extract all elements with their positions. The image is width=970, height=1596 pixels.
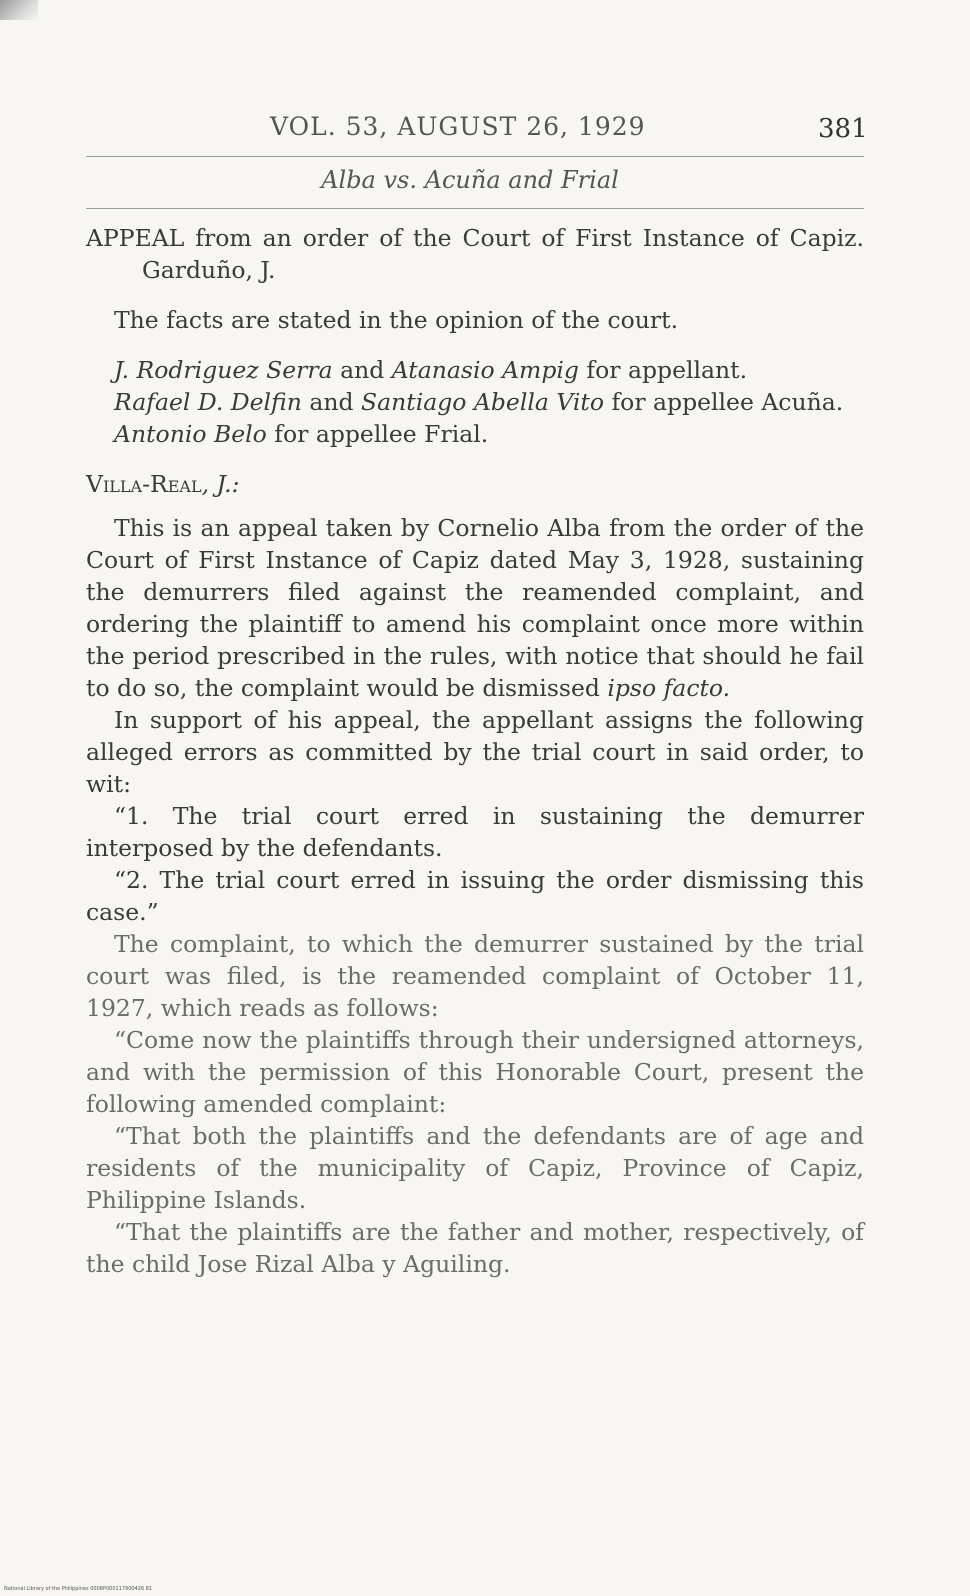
- opinion-paragraph-3: The complaint, to which the demurrer sustained by the trial court was filed, is the reamended complaint of October 11, 1927, which reads as follows:: [86, 930, 864, 1022]
- counsel-role: for appellant.: [578, 356, 748, 384]
- opinion-paragraph-2: In support of his appeal, the appellant assigns the following alleged errors as committed by the trial court in said order, to wit:: [86, 706, 864, 798]
- counsel-name: Atanasio Ampig: [391, 356, 579, 384]
- assigned-error-1: “1. The trial court erred in sustaining the demurrer interposed by the defendants.: [86, 802, 864, 862]
- scan-corner-shadow: [0, 0, 38, 20]
- complaint-quote-1: “Come now the plaintiffs through their undersigned attorneys, and with the permission of this Honorable Court, present the following amended complaint:: [86, 1026, 864, 1118]
- judge-line: [86, 468, 864, 500]
- facts-note: The facts are stated in the opinion of the court.: [114, 306, 679, 334]
- counsel-appellee-acuna: [86, 386, 864, 418]
- complaint-quote-3: “That the plaintiffs are the father and mother, respectively, of the child Jose Rizal Alba y Aguiling.: [86, 1218, 864, 1278]
- page-body: [86, 222, 864, 1280]
- appeal-paragraph: APPEAL from an order of the Court of First Instance of Capiz. Garduño, J.: [86, 224, 864, 284]
- counsel-role: for appellee Acuña.: [604, 388, 844, 416]
- counsel-and: and: [301, 388, 362, 416]
- counsel-name: Santiago Abella Vito: [361, 388, 604, 416]
- case-title: Alba vs. Acuña and Frial: [321, 166, 619, 194]
- complaint-quote-2: “That both the plaintiffs and the defendants are of age and residents of the municipality of Capiz, Province of Capiz, Philippine Islands.: [86, 1122, 864, 1214]
- counsel-name: J. Rodriguez Serra: [114, 356, 333, 384]
- counsel-appellant: [86, 354, 864, 386]
- header-rule-top: [86, 156, 864, 157]
- italic-phrase: ipso facto.: [607, 674, 731, 702]
- opinion-paragraph-1: [86, 512, 864, 704]
- paragraph-text: This is an appeal taken by Cornelio Alba from the order of the Court of First Instance of Capiz dated May 3, 1928, sustaining the demurrers filed against the reamended complaint, and ordering the plaintiff to amend his complaint once more within the period prescribed in the rules, with notice that should he fail to do so, the complaint would be dismissed: [86, 514, 864, 702]
- page-number: 381: [818, 114, 868, 144]
- judge-name: Villa-Real: [86, 470, 202, 498]
- assigned-error-2: “2. The trial court erred in issuing the order dismissing this case.”: [86, 866, 864, 926]
- volume-date-header: VOL. 53, AUGUST 26, 1929: [270, 112, 646, 141]
- counsel-and: and: [332, 356, 392, 384]
- counsel-role: for appellee Frial.: [266, 420, 489, 448]
- judge-suffix: , J.:: [201, 470, 240, 498]
- counsel-appellee-frial: [86, 418, 864, 450]
- header-rule-bottom: [86, 208, 864, 209]
- counsel-name: Rafael D. Delfin: [114, 388, 302, 416]
- scan-footer: National Library of the Philippines 0008P000117900426 81: [4, 1586, 153, 1592]
- counsel-name: Antonio Belo: [114, 420, 267, 448]
